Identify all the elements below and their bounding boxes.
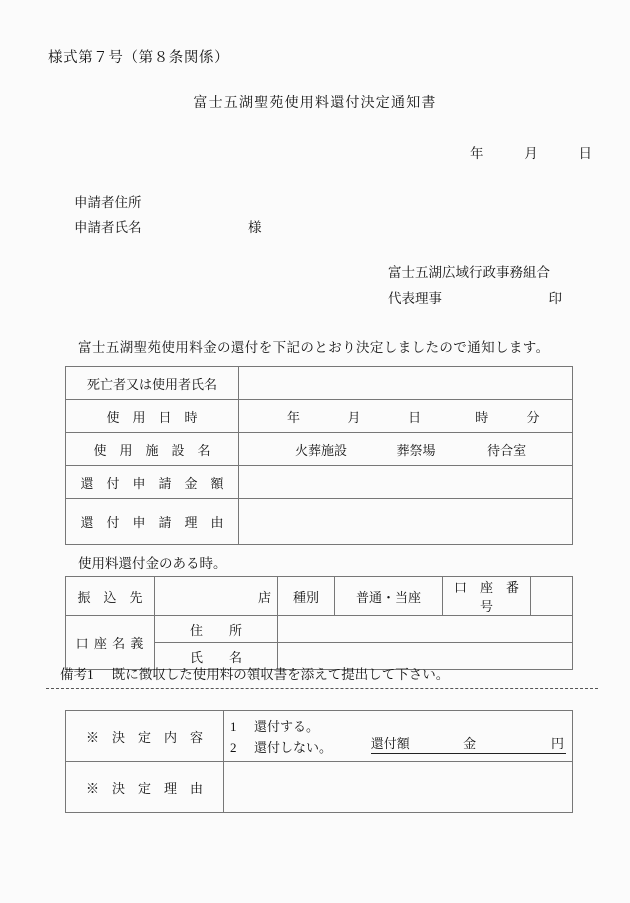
table-row xyxy=(66,616,573,643)
date-day-label: 日 xyxy=(578,146,592,161)
issuer-block xyxy=(388,260,562,312)
applicant-name-row xyxy=(74,215,262,240)
refund-available-note: 使用料還付金のある時。 xyxy=(78,556,227,571)
account-type-options[interactable]: 普通・当座 xyxy=(335,577,443,616)
main-information-table xyxy=(65,366,573,545)
row-value-use-datetime[interactable] xyxy=(239,400,573,433)
remark-text: 既に徴収した使用料の領収書を添えて提出して下さい。 xyxy=(111,667,450,682)
holder-address-field[interactable] xyxy=(278,616,573,643)
row-label-refund-amount: 還 付 申 請 金 額 xyxy=(66,466,239,499)
decision-reason-label: ※ 決 定 理 由 xyxy=(66,762,224,813)
facility-option-waiting-room[interactable]: 待合室 xyxy=(487,442,527,458)
decision-statement: 富士五湖聖苑使用料金の還付を下記のとおり決定しましたので通知します。 xyxy=(78,340,550,355)
cut-line-separator xyxy=(46,688,598,689)
issuer-organization: 富士五湖広域行政事務組合 xyxy=(388,265,550,280)
decision-option-2-number: 2 xyxy=(230,740,237,755)
table-row xyxy=(66,711,573,762)
row-value-refund-reason[interactable] xyxy=(239,499,573,545)
facility-option-funeral-hall[interactable]: 葬祭場 xyxy=(396,442,436,458)
applicant-address-label: 申請者住所 xyxy=(74,195,142,210)
branch-suffix-label: 店 xyxy=(257,589,271,605)
table-row xyxy=(66,433,573,466)
decision-option-group xyxy=(230,716,371,758)
refund-amount-unit: 円 xyxy=(550,736,564,751)
issuer-title-row xyxy=(388,286,562,312)
use-minute-label: 分 xyxy=(526,409,540,425)
applicant-block xyxy=(74,190,262,240)
transfer-destination-label: 振 込 先 xyxy=(66,577,155,616)
remark-number: 1 xyxy=(87,667,94,682)
refund-amount-currency-prefix: 金 xyxy=(463,736,477,751)
bank-transfer-table xyxy=(65,576,573,670)
decision-option-no-refund[interactable] xyxy=(230,737,371,758)
use-year-label: 年 xyxy=(287,409,301,425)
use-hour-label: 時 xyxy=(475,409,489,425)
date-year-label: 年 xyxy=(470,146,484,161)
table-row xyxy=(66,762,573,813)
date-month-label: 月 xyxy=(524,146,538,161)
account-type-label: 種別 xyxy=(278,577,335,616)
remark-label: 備考 xyxy=(60,667,87,682)
datetime-field-group xyxy=(245,407,566,426)
facility-option-crematorium[interactable]: 火葬施設 xyxy=(295,442,348,458)
use-month-label: 月 xyxy=(347,409,361,425)
decision-content-inner xyxy=(230,712,566,760)
table-row xyxy=(66,499,573,545)
decision-content-value[interactable] xyxy=(224,711,573,762)
row-label-use-datetime: 使 用 日 時 xyxy=(66,400,239,433)
bank-branch-field[interactable] xyxy=(155,577,278,616)
table-row xyxy=(66,400,573,433)
row-value-deceased-name[interactable] xyxy=(239,367,573,400)
account-holder-label: 口 座 名 義 xyxy=(66,616,155,670)
refund-amount-line[interactable] xyxy=(371,733,566,754)
seal-mark: 印 xyxy=(548,291,562,306)
decision-result-table xyxy=(65,710,573,813)
holder-address-label: 住 所 xyxy=(155,616,278,643)
decision-option-2-text: 還付しない。 xyxy=(254,740,333,755)
row-value-refund-amount[interactable] xyxy=(239,466,573,499)
row-label-refund-reason: 還 付 申 請 理 由 xyxy=(66,499,239,545)
applicant-honorific: 様 xyxy=(248,220,262,235)
facility-option-group xyxy=(245,440,566,459)
refund-amount-label: 還付額 xyxy=(370,736,410,751)
document-title: 富士五湖聖苑使用料還付決定通知書 xyxy=(193,96,437,111)
account-number-label: 口 座 番 号 xyxy=(443,577,531,616)
row-value-facility-name[interactable] xyxy=(239,433,573,466)
remark-line xyxy=(60,663,449,683)
table-row xyxy=(66,577,573,616)
account-number-field[interactable] xyxy=(531,577,573,616)
row-label-facility-name: 使 用 施 設 名 xyxy=(66,433,239,466)
holder-name-label: 氏 名 xyxy=(155,643,278,670)
issuer-title: 代表理事 xyxy=(388,291,442,306)
applicant-name-label: 申請者氏名 xyxy=(74,220,142,235)
table-row xyxy=(66,367,573,400)
date-line xyxy=(470,142,592,162)
decision-reason-value[interactable] xyxy=(224,762,573,813)
row-label-deceased-name: 死亡者又は使用者氏名 xyxy=(66,367,239,400)
form-number: 様式第７号（第８条関係） xyxy=(48,50,230,66)
decision-option-1-number: 1 xyxy=(230,719,237,734)
decision-option-1-text: 還付する。 xyxy=(254,719,320,734)
use-day-label: 日 xyxy=(408,409,422,425)
decision-content-label: ※ 決 定 内 容 xyxy=(66,711,224,762)
table-row xyxy=(66,466,573,499)
decision-option-refund[interactable] xyxy=(230,716,371,737)
